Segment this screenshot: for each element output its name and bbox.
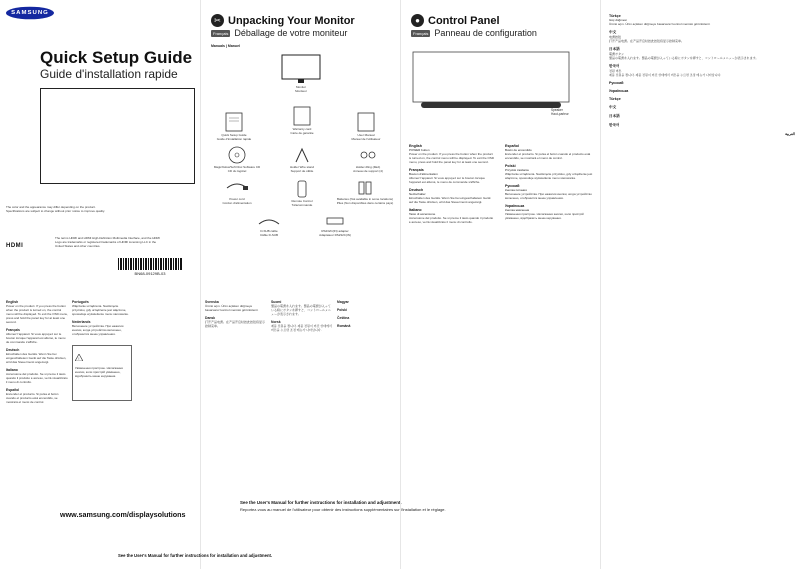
lang-text-col-right: Türkçe Güç düğmesi Ürünü açın. Ürün açıkken düğmeye basarsanız kontrol menüsü görüntülenir. 中文 电源按钮 打开产品电源。在产品开启时按此按钮将显示控制菜单。 日本語 電源ボタン 製品の電源を入れます。製品の電源が入っている時にボタンを押すと、コントロールメニューが表示されます。 한국어 전원 버튼 제품 전원을 켭니다. 제품 전원이 켜진 상태에서 버튼을 누르면 조정 메뉴가 나타납니다. Русский Українська Türkçe 中文 日本語 한국어 العربية bbox=[609, 14, 795, 136]
lang-heading: Suomi bbox=[271, 300, 282, 304]
lang-text: Einschalten des Geräts. Wenn Sie bei eingeschaltetem Gerät auf die Taste drücken, wird das Steuermenü angezeigt. bbox=[6, 352, 67, 364]
lang-text: Accensione del prodotto. Se si preme il tasto quando il prodotto è acceso, verrà visualizzato il menu di controllo. bbox=[6, 372, 68, 384]
item-label-fr: Câble D-SUB bbox=[259, 233, 278, 237]
lang-text: 製品の電源を入れます。製品の電源が入っている時にボタンを押すと、コントロールメニューが表示されます。 bbox=[271, 304, 331, 316]
cover-panel bbox=[0, 0, 200, 569]
lang-text: Включение устройства. При нажатии кнопки, когда устройство включено, отобразится меню управления. bbox=[72, 324, 124, 336]
control-text-col-1: English POWER button Power on the product. If you press the button when the product is turned on, the control menu will be displayed. To exit the OSD menu, press and hold the panel key for at least one second. Français Bouton d'alimentation Allumez l'appareil. Si vous appuyez sur le bouton lorsque l'appareil est allumé, le menu de commande s'affiche. Deutsch Netzschalter Einschalten des Geräts. Wenn Sie bei eingeschaltetem Gerät auf die Taste drücken, wird das Steuermenü angezeigt. Italiano Tasto di accensione Accensione del prodotto. Se si preme il tasto quando il prodotto è acceso, verrà visualizzato il menu di controllo. bbox=[409, 144, 494, 224]
item-label-fr: Guide d'installation rapide bbox=[216, 137, 252, 141]
item-label: RS232C(IN) adapter bbox=[321, 229, 349, 233]
see-manual-text: See the User's Manual for further instructions for installation and adjustment. bbox=[240, 500, 402, 505]
unpacking-header bbox=[211, 14, 355, 27]
cd-icon bbox=[227, 146, 247, 164]
fine-print: The color and the appearance may differ depending on the product. Specifications are subject to change without prior notice to improve quality. bbox=[6, 205, 105, 213]
monitor-back-illustration bbox=[411, 50, 571, 112]
unpack-text-col-3 bbox=[337, 300, 399, 328]
unpacking-subheader bbox=[211, 28, 347, 38]
item-label: Batteries (Not available in some locations) bbox=[336, 197, 394, 201]
control-panel-subtitle: Panneau de configuration bbox=[434, 28, 537, 38]
item-software-cd bbox=[209, 146, 265, 173]
item-label-fr: Manuel de l'utilisateur bbox=[351, 137, 381, 141]
see-manual-note-fr: Reportez-vous au manuel de l'utilisateur pour obtenir des instructions supplémentaires sur l'installation et le réglage. bbox=[240, 507, 446, 512]
hdmi-trademark-text: The terms HDMI and HDMI High-Definition Multimedia Interface, and the HDMI Logo are trademarks or registered trademarks of HDMI Licensing LLC in the United States and other countries. bbox=[55, 236, 160, 248]
unpacking-title: Unpacking Your Monitor bbox=[228, 14, 355, 27]
lang-heading: Nederlands bbox=[72, 320, 91, 324]
item-user-manual bbox=[341, 112, 391, 141]
control-icon: ● bbox=[411, 14, 424, 27]
warning-box bbox=[72, 345, 132, 401]
language-tag: Français bbox=[213, 30, 229, 36]
barcode-number: BN68-09129B-03 bbox=[134, 271, 166, 276]
lang-heading: Čeština bbox=[337, 316, 350, 320]
item-label: Magic/Glow/Soft Disc Software CD bbox=[213, 165, 261, 169]
tools-icon: ✂ bbox=[211, 14, 224, 27]
lang-heading: Español bbox=[6, 388, 20, 392]
unpack-text-col-2 bbox=[271, 300, 333, 332]
hdmi-logo: HDMI bbox=[6, 243, 24, 249]
adapter-icon bbox=[323, 214, 347, 228]
lang-heading: Français bbox=[6, 328, 20, 332]
item-monitor bbox=[271, 54, 331, 93]
control-panel-subheader bbox=[411, 28, 537, 38]
manual-icon bbox=[357, 112, 375, 132]
item-label: Monitor bbox=[295, 85, 306, 89]
item-label-fr: CD du logiciel bbox=[227, 169, 247, 173]
language-tag: Français bbox=[413, 30, 429, 36]
lang-text: 打开产品电源。在产品开启时按此按钮将显示控制菜单。 bbox=[205, 320, 266, 328]
item-label: Holder-Ring (4EA) bbox=[355, 165, 381, 169]
lang-text: Włączanie urządzenia. Naciśnięcie przycisku, gdy urządzenie jest włączone, spowoduje wyświetlenie menu sterowania. bbox=[72, 304, 129, 316]
unpack-text-col-1 bbox=[205, 300, 267, 328]
power-cord-icon bbox=[225, 180, 249, 196]
control-panel-section bbox=[400, 0, 600, 569]
item-label: Power cord bbox=[229, 197, 245, 201]
unpacking-subtitle: Déballage de votre moniteur bbox=[234, 28, 348, 38]
booklet-icon bbox=[225, 112, 243, 132]
lang-heading: Magyar bbox=[337, 300, 349, 304]
monitor-icon bbox=[281, 54, 321, 84]
item-rs232c-adapter bbox=[305, 214, 365, 237]
control-text-col-2: Español Botón de encendido Encender el producto. Si pulsa el botón cuando el producto está encendido, se mostrará el menú de control. Polski Przycisk zasilania Włączanie urządzenia. Naciśnięcie przycisku, gdy urządzenie jest włączone, spowoduje wyświetlenie menu sterowania. Русский Кнопка питания Включение устройства. При нажатии кнопки, когда устройство включено, отобразится меню управления. Українська Кнопка живлення Увімкнення пристрою. Натискання кнопки, коли пристрій увімкнено, відобразить меню керування. bbox=[505, 144, 593, 220]
support-url[interactable]: www.samsung.com/displaysolutions bbox=[60, 510, 186, 519]
samsung-logo: SAMSUNG bbox=[6, 7, 54, 20]
lang-heading: Svenska bbox=[205, 300, 219, 304]
card-icon bbox=[293, 106, 311, 126]
cable-icon bbox=[257, 214, 281, 228]
lang-heading: Italiano bbox=[6, 368, 18, 372]
warning-text: Увімкнення пристрою. Натискання кнопки, коли пристрій увімкнено, відобразить меню керування. bbox=[75, 366, 123, 378]
guide-title: Quick Setup Guide bbox=[40, 48, 193, 67]
guide-subtitle: Guide d'installation rapide bbox=[40, 67, 178, 81]
battery-icon bbox=[357, 180, 373, 196]
item-label-fr: Adaptateur RS232C(IN) bbox=[319, 233, 351, 237]
control-panel-title: Control Panel bbox=[428, 14, 500, 27]
lang-text: Encender el producto. Si pulsa el botón cuando el producto está encendido, se mostrará el menú de control. bbox=[6, 392, 59, 404]
item-label: Quick Setup Guide bbox=[221, 133, 247, 137]
ring-icon bbox=[358, 146, 378, 164]
bottom-note: See the User's Manual for further instructions for installation and adjustment. bbox=[118, 553, 273, 558]
item-label-fr: Carte de garantie bbox=[290, 131, 314, 135]
lang-heading: Română bbox=[337, 324, 351, 328]
lang-heading: Dansk bbox=[205, 316, 216, 320]
lang-column-left bbox=[6, 300, 68, 404]
item-label-fr: Piles (Non disponibles dans certains pays) bbox=[336, 201, 394, 205]
lang-heading: English bbox=[6, 300, 19, 304]
item-label-fr: Télécommande bbox=[291, 203, 313, 207]
item-remote-control bbox=[275, 180, 329, 207]
item-holder-ring bbox=[341, 146, 395, 173]
item-label-fr: Cordon d'alimentation bbox=[222, 201, 252, 205]
lang-heading: Norsk bbox=[271, 320, 281, 324]
svg-text:!: ! bbox=[78, 356, 80, 361]
lang-text: Ürünü açın. Ürün açıkken düğmeye basarsanız kontrol menüsü görüntülenir. bbox=[205, 304, 259, 312]
item-label-fr: Support de câble bbox=[290, 169, 314, 173]
item-label: Warranty card bbox=[292, 127, 312, 131]
item-label: Holder Wire stand bbox=[289, 165, 314, 169]
remote-icon bbox=[297, 180, 307, 198]
item-label-fr: Moniteur bbox=[295, 89, 307, 93]
lang-heading: Português bbox=[72, 300, 89, 304]
lang-text: Allumez l'appareil. Si vous appuyez sur le bouton lorsque l'appareil est allumé, le menu de commande s'affiche. bbox=[6, 332, 66, 344]
item-label: Remote Control bbox=[291, 199, 313, 203]
unpacking-panel bbox=[200, 0, 400, 569]
speaker-label: Speaker Haut-parleur bbox=[551, 108, 569, 116]
language-panel bbox=[600, 0, 802, 569]
lang-heading: Deutsch bbox=[6, 348, 20, 352]
warning-icon bbox=[75, 354, 83, 361]
item-batteries bbox=[333, 180, 397, 205]
lang-text: 제품 전원을 켭니다. 제품 전원이 켜진 상태에서 버튼을 누르면 조정 메뉴가 나타납니다. bbox=[271, 324, 332, 332]
item-label-fr: Anneau de support (4) bbox=[353, 169, 383, 173]
item-warranty-card bbox=[275, 106, 329, 135]
lang-heading: Polski bbox=[337, 308, 347, 312]
monitor-illustration bbox=[40, 88, 195, 184]
see-manual-note bbox=[240, 500, 402, 505]
item-label: D-SUB cable bbox=[260, 229, 278, 233]
control-panel-header bbox=[411, 14, 500, 27]
stand-icon bbox=[292, 146, 312, 164]
barcode bbox=[118, 258, 182, 270]
item-label: User Manual bbox=[357, 133, 375, 137]
item-power-cord bbox=[209, 180, 265, 205]
manuals-label: Manuals | Manuel bbox=[211, 44, 240, 48]
item-holder-wire-stand bbox=[275, 146, 329, 173]
item-quick-setup-guide bbox=[209, 112, 259, 141]
lang-text: Power on the product. If you press the button when the product is turned on, the control menu will be displayed. To exit the OSD menu, press and hold the panel key for at least one second. bbox=[6, 304, 68, 324]
item-dsub-cable bbox=[241, 214, 297, 237]
lang-column-mid bbox=[72, 300, 132, 336]
